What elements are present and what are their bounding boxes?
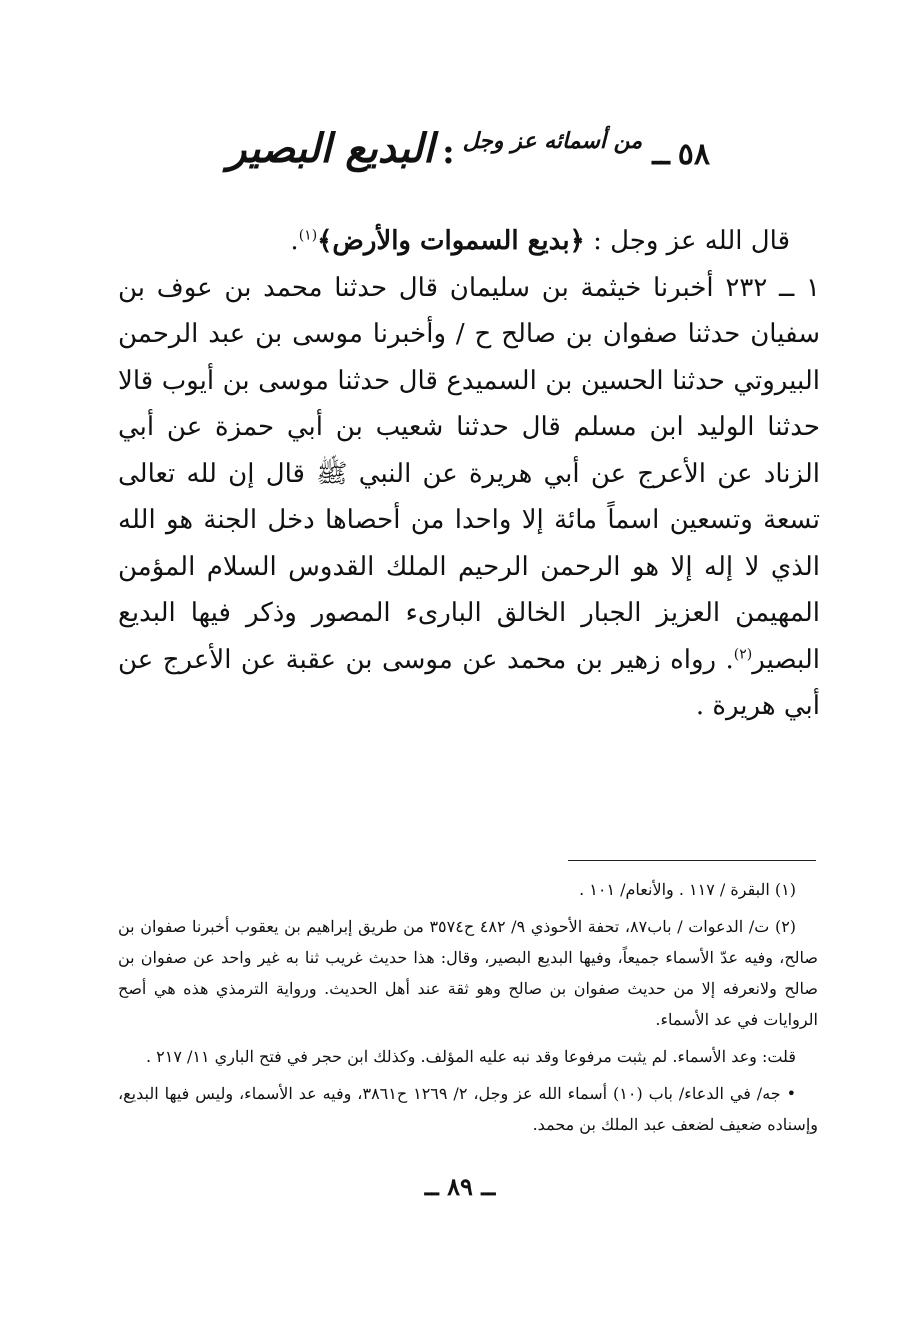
hadith-footnote-ref: (٢) xyxy=(733,645,753,662)
chapter-header xyxy=(227,100,710,172)
main-text xyxy=(118,218,820,730)
footnotes xyxy=(118,874,818,1146)
hadith-text-end: . رواه زهير بن محمد عن موسى بن عقبة عن الأعرج عن أبي هريرة . xyxy=(118,644,820,721)
verse-paragraph xyxy=(118,218,790,265)
hadith-paragraph xyxy=(118,265,820,730)
verse-text: ﴿بديع السموات والأرض﴾ xyxy=(317,226,585,256)
page-number: ــ ٨٩ ــ xyxy=(424,1172,496,1201)
footnote-divider xyxy=(568,860,816,861)
footnote-note: قلت: وعد الأسماء. لم يثبت مرفوعا وقد نبه عليه المؤلف. وكذلك ابن حجر في فتح الباري ١١/ ٢١٧ . xyxy=(145,1047,796,1066)
verse-intro: قال الله عز وجل : xyxy=(593,226,790,256)
chapter-dash: ــ xyxy=(652,137,670,172)
chapter-number: ٥٨ xyxy=(677,137,710,172)
verse-footnote-ref: (١) xyxy=(298,227,318,244)
chapter-subtitle: من أسمائه عز وجل xyxy=(462,128,643,154)
verse-end: . xyxy=(290,226,299,256)
footnote-2: (٢) ت/ الدعوات / باب٨٧، تحفة الأحوذي ٩/ ٤٨٢ ح٣٥٧٤ من طريق إبراهيم بن يعقوب أخبرنا صفوان بن صالح، وفيه عدّ الأسماء جميعاً، وفيها البديع البصير، وقال: هذا حديث غريب ثنا به غير واحد عن صفوان بن صالح ولانعرفه إلا من حديث صفوان بن صالح وهو ثقة عند أهل الحديث. ورواية الترمذي هذه هي أصح الروايات في عد الأسماء. xyxy=(118,917,818,1029)
footnote-ibn-majah: • جه/ في الدعاء/ باب (١٠) أسماء الله عز وجل، ٢/ ١٢٦٩ ح٣٨٦١، وفيه عد الأسماء، وليس فيها البديع، وإسناده ضعيف لضعف عبد الملك بن محمد. xyxy=(118,1084,818,1134)
footnote-1: (١) البقرة / ١١٧ . والأنعام/ ١٠١ . xyxy=(579,880,796,899)
chapter-colon: : xyxy=(442,132,455,172)
chapter-title: البديع البصير xyxy=(227,125,435,172)
hadith-text: ١ ــ ٢٣٢ أخبرنا خيثمة بن سليمان قال حدثنا محمد بن عوف بن سفيان حدثنا صفوان بن صالح ح / وأخبرنا موسى بن عبد الرحمن البيروتي حدثنا الحسين بن السميدع قال حدثنا موسى بن أيوب قالا حدثنا الوليد ابن مسلم قال حدثنا شعيب بن أبي حمزة عن أبي الزناد عن الأعرج عن أبي هريرة عن النبي ﷺ قال إن لله تعالى تسعة وتسعين اسماً مائة إلا واحدا من أحصاها دخل الجنة هو الله الذي لا إله إلا هو الرحمن الرحيم الملك القدوس السلام المؤمن المهيمن العزيز الجبار الخالق البارىء المصور وذكر فيها البديع البصير xyxy=(118,272,820,675)
